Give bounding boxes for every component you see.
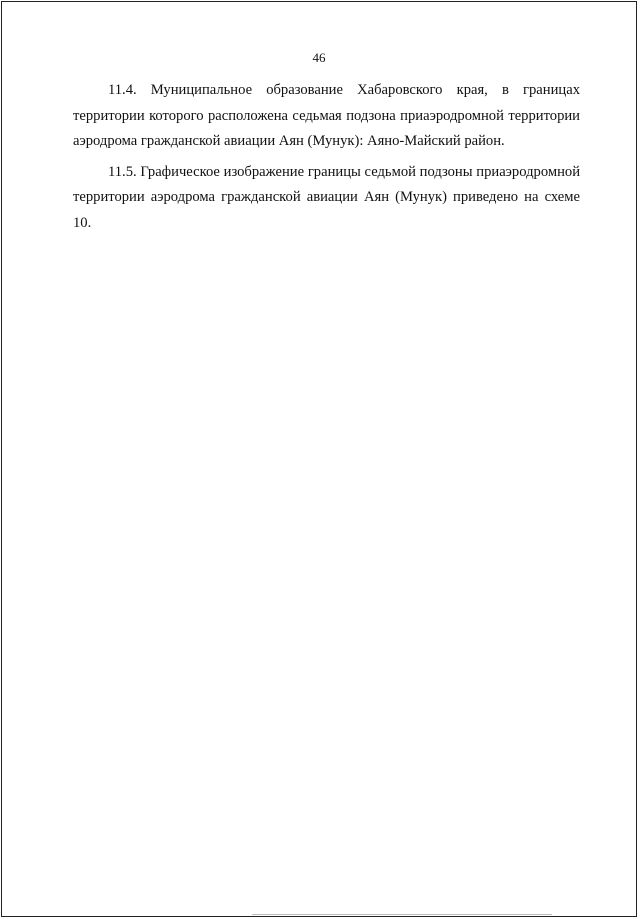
document-page	[1, 1, 637, 917]
paragraph-11-5: 11.5. Графическое изображение границы седьмой подзоны приаэродромной территории аэродрома гражданской авиации Аян (Мунук) приведено на схеме 10.	[73, 163, 580, 231]
document-body	[73, 78, 580, 241]
scan-edge-line	[252, 914, 552, 915]
page-number: 46	[312, 50, 326, 65]
paragraph-11-4: 11.4. Муниципальное образование Хабаровского края, в границах территории которого расположена седьмая подзона приаэродромной территории аэродрома гражданской авиации Аян (Мунук): Аяно-Майский район.	[73, 82, 580, 149]
